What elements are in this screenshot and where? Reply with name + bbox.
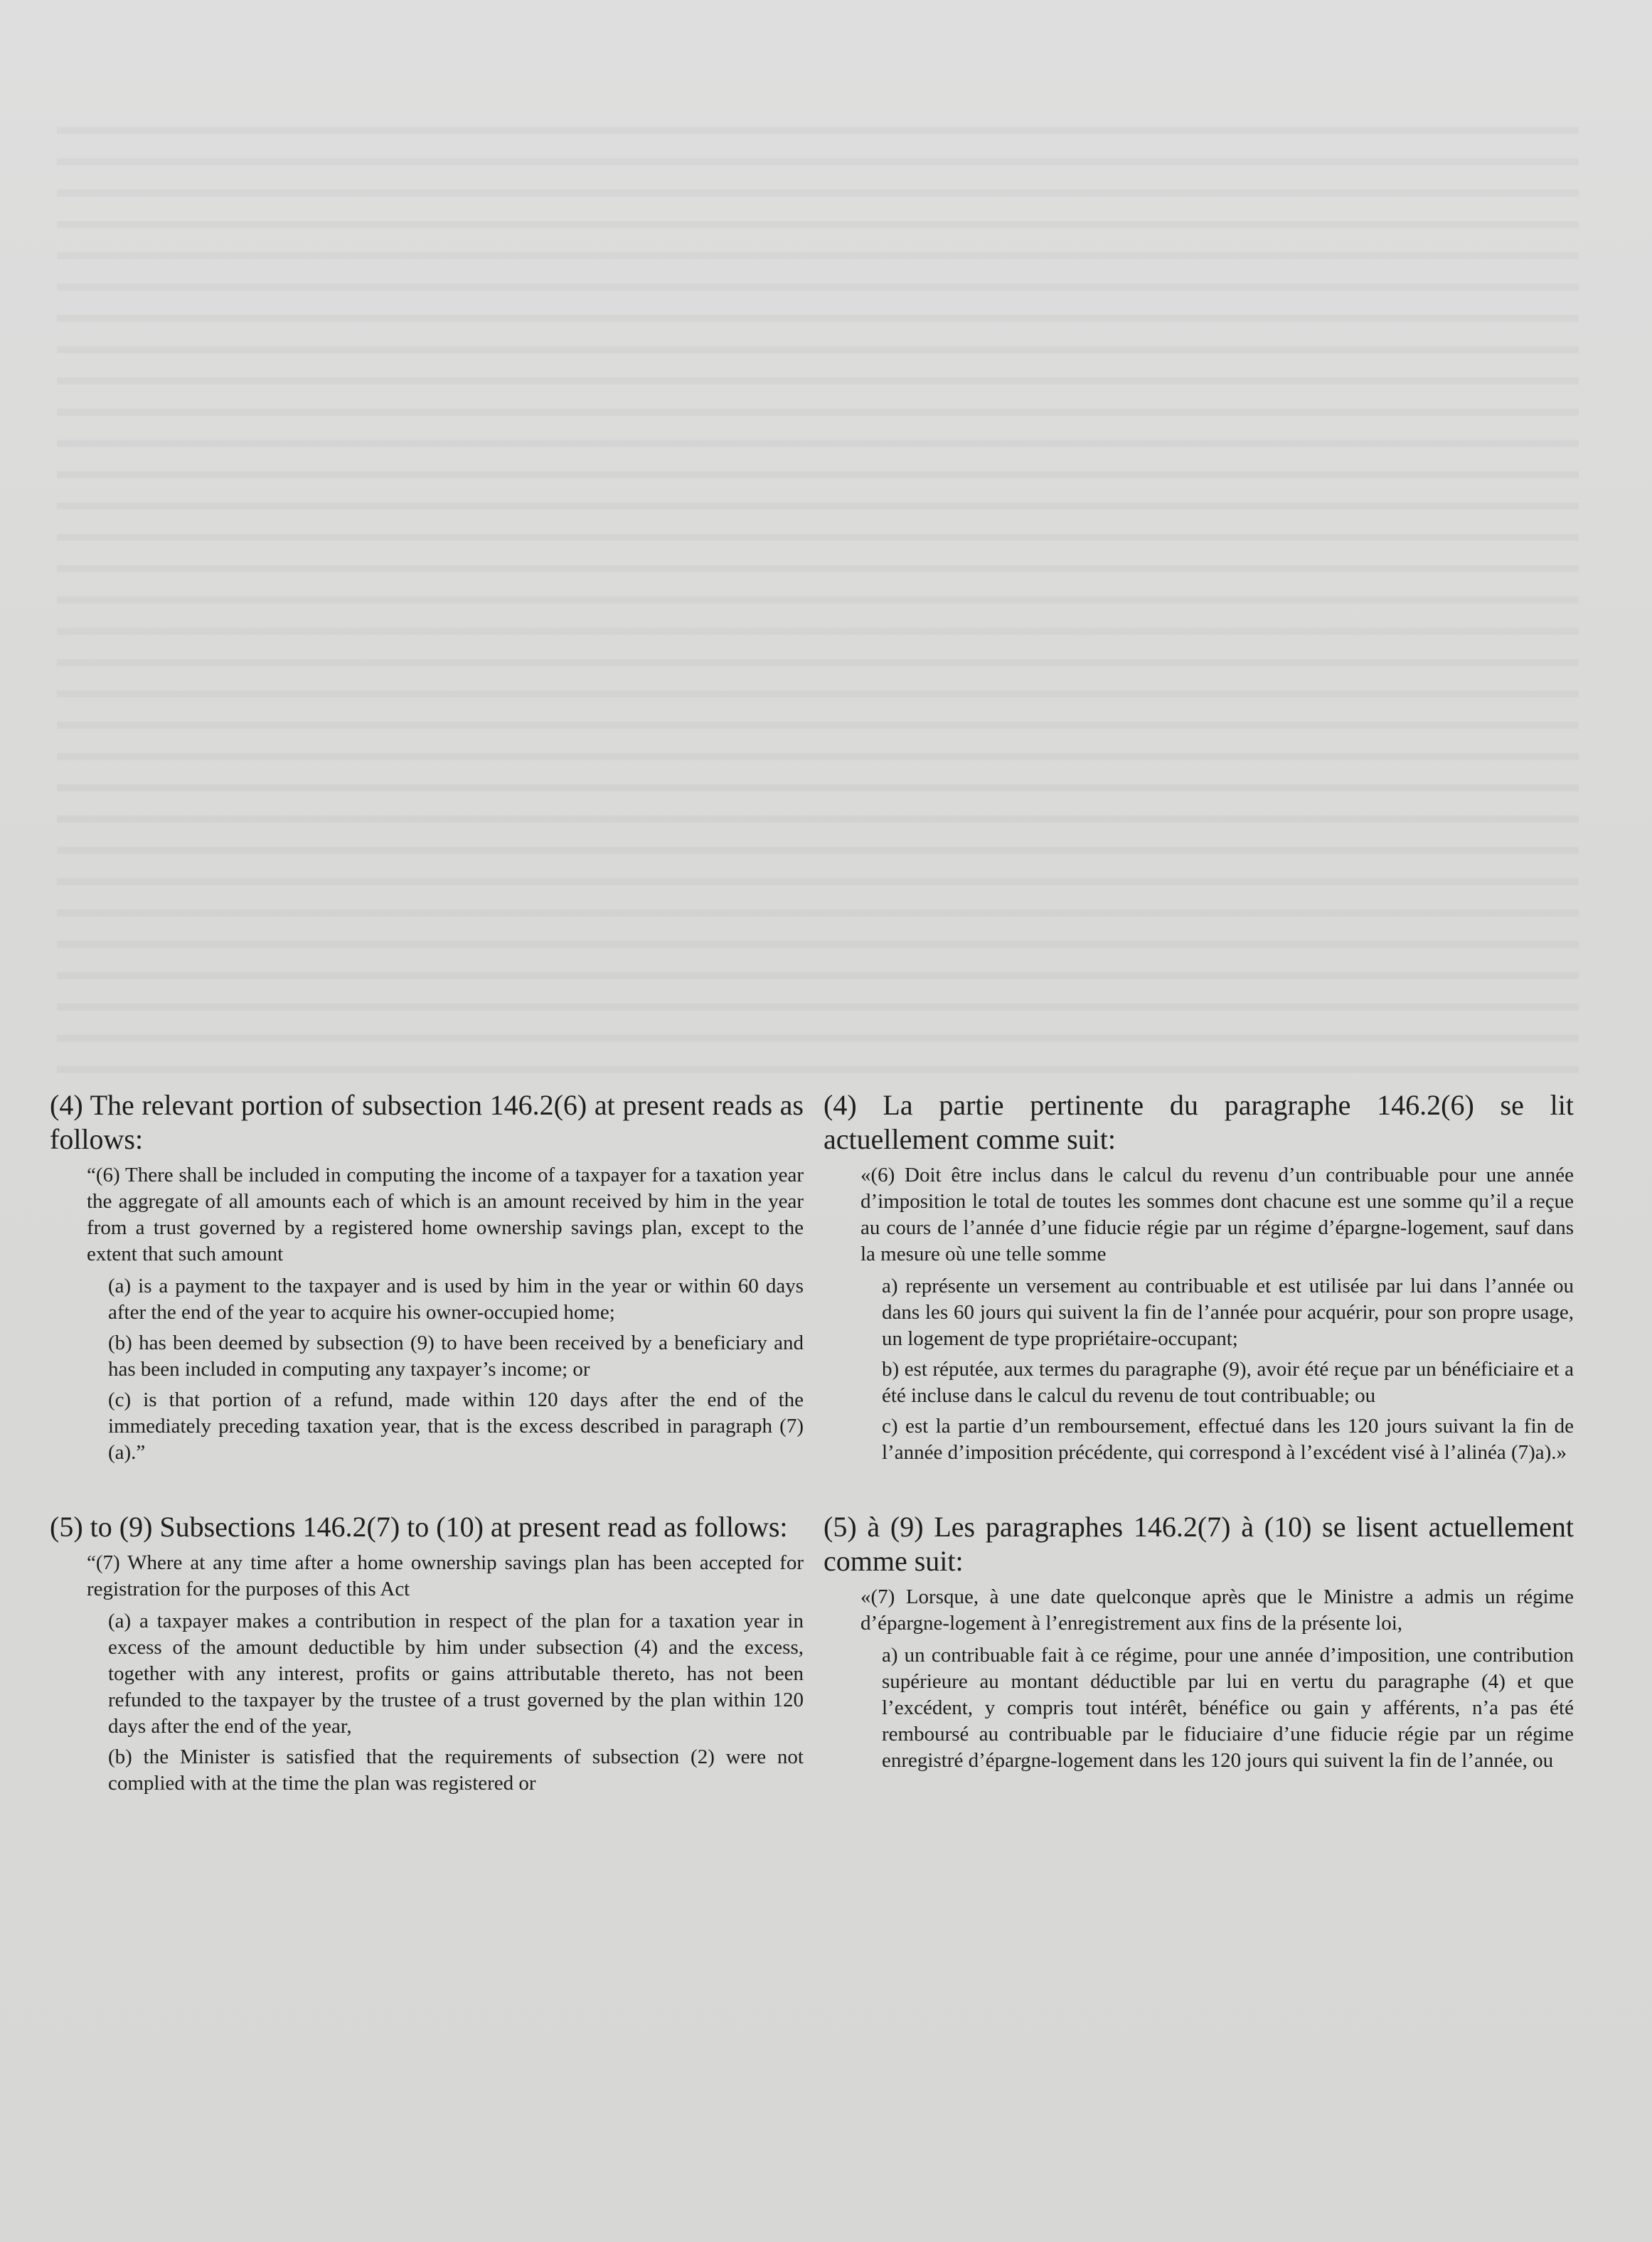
english-item-5b: (b) the Minister is satisfied that the requirements of subsection (2) were not complied with at the time the plan was registered or xyxy=(108,1746,804,1795)
french-heading-5: (5) à (9) Les paragraphes 146.2(7) à (10) se lisent actuellement comme suit: xyxy=(824,1511,1574,1577)
english-item-4c: (c) is that portion of a refund, made within 120 days after the end of the immediately preceding taxation year, that is the excess described in paragraph (7)(a).” xyxy=(108,1388,804,1464)
english-lead-5: “(7) Where at any time after a home ownership savings plan has been accepted for registration for the purposes of this Act xyxy=(87,1551,804,1600)
french-column xyxy=(824,1088,1574,1795)
english-lead-4: “(6) There shall be included in computing the income of a taxpayer for a taxation year the aggregate of all amounts each of which is an amount received by him in the year from a trust governed by a registered home ownership savings plan, except to the extent that such amount xyxy=(87,1164,804,1265)
english-heading-5: (5) to (9) Subsections 146.2(7) to (10) at present read as follows: xyxy=(50,1511,788,1543)
french-item-4c: c) est la partie d’un remboursement, effectué dans les 120 jours suivant la fin de l’année d’imposition précédente, qui correspond à l’excédent visé à l’alinéa (7)a).» xyxy=(882,1415,1574,1464)
english-heading-4: (4) The relevant portion of subsection 146.2(6) at present reads as follows: xyxy=(50,1089,804,1155)
french-heading-4: (4) La partie pertinente du paragraphe 146.2(6) se lit actuellement comme suit: xyxy=(824,1089,1574,1155)
bleed-through-area xyxy=(57,107,1579,1088)
french-item-4a: a) représente un versement au contribuable et est utilisée par lui dans l’année ou dans les 60 jours qui suivent la fin de l’année pour acquérir, pour son propre usage, un logement de type propriétaire-occupant; xyxy=(882,1275,1574,1350)
french-lead-4: «(6) Doit être inclus dans le calcul du revenu d’un contribuable pour une année d’imposition le total de toutes les sommes dont chacune est une somme qu’il a reçue au cours de l’année d’une fiducie régie par un régime d’épargne-logement, sauf dans la mesure où une telle somme xyxy=(860,1164,1574,1265)
english-item-5a: (a) a taxpayer makes a contribution in respect of the plan for a taxation year in excess of the amount deductible by him under subsection (4) and the excess, together with any interest, profits or gains attributable thereto, has not been refunded to the taxpayer by the trustee of a trust governed by the plan within 120 days after the end of the year, xyxy=(108,1610,804,1738)
french-item-5a: a) un contribuable fait à ce régime, pour une année d’imposition, une contribution supérieure au montant déductible par lui en vertu du paragraphe (4) et que l’excédent, y compris tout intérêt, bénéfice ou gain y afférents, n’a pas été remboursé au contribuable par le fiduciaire d’une fiducie régie par un régime enregistré d’épargne-logement dans les 120 jours qui suivent la fin de l’année, ou xyxy=(882,1644,1574,1772)
french-lead-5: «(7) Lorsque, à une date quelconque après que le Ministre a admis un régime d’épargne-logement à l’enregistrement aux fins de la présente loi, xyxy=(860,1585,1574,1635)
english-column xyxy=(50,1088,804,1818)
french-section-4 xyxy=(824,1088,1574,1466)
english-section-5 xyxy=(50,1510,804,1797)
english-item-4b: (b) has been deemed by subsection (9) to have been received by a beneficiary and has been included in computing any taxpayer’s income; or xyxy=(108,1332,804,1381)
english-section-4 xyxy=(50,1088,804,1466)
english-item-4a: (a) is a payment to the taxpayer and is used by him in the year or within 60 days after the end of the year to acquire his owner-occupied home; xyxy=(108,1275,804,1324)
french-item-4b: b) est réputée, aux termes du paragraphe (9), avoir été reçue par un bénéficiaire et a été incluse dans le calcul du revenu de tout contribuable; ou xyxy=(882,1358,1574,1407)
french-section-5 xyxy=(824,1510,1574,1774)
